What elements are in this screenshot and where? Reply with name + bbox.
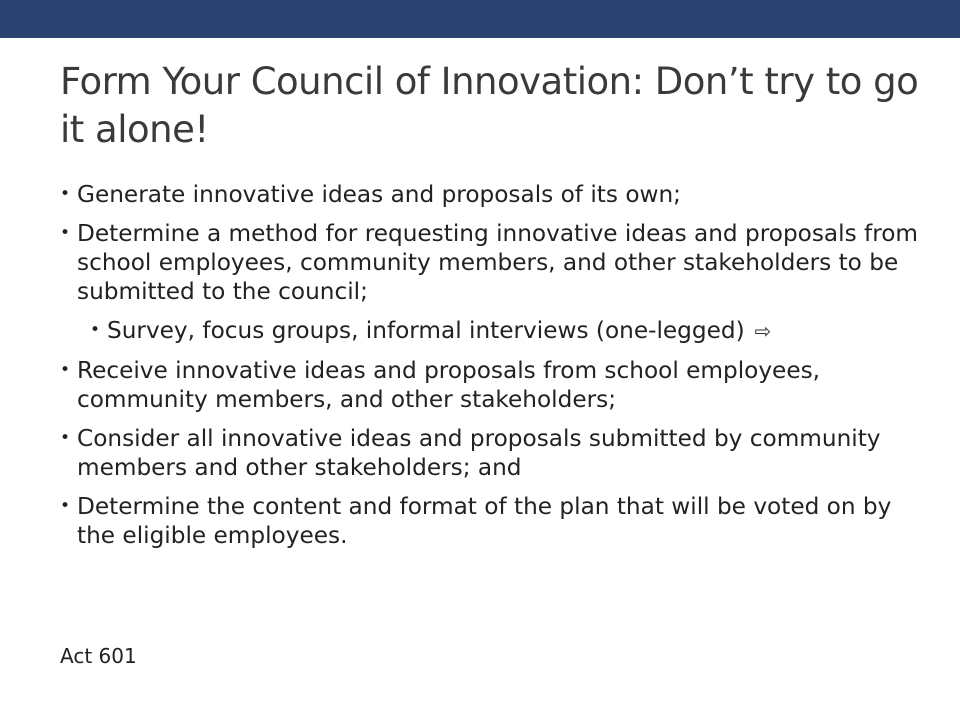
bullet-text: Determine a method for requesting innovative ideas and proposals from school employees, community members, and other stakeholders to be submitted to the council; [77, 220, 918, 305]
bullet-item [60, 180, 935, 209]
bullet-text: Consider all innovative ideas and proposals submitted by community members and other stakeholders; and [77, 425, 881, 481]
bullet-text: Receive innovative ideas and proposals from school employees, community members, and other stakeholders; [77, 357, 821, 413]
bullet-text: Determine the content and format of the plan that will be voted on by the eligible employees. [77, 493, 892, 549]
bullet-item [60, 492, 935, 550]
bullet-item [60, 219, 935, 306]
slide-title: Form Your Council of Innovation: Don’t try to go it alone! [60, 60, 919, 151]
bullet-item [60, 356, 935, 414]
top-accent-bar [0, 0, 960, 38]
sub-bullet-item [90, 316, 935, 346]
bullet-text: Generate innovative ideas and proposals of its own; [77, 181, 681, 208]
sub-bullet-text: Survey, focus groups, informal interviews (one-legged) [107, 317, 745, 344]
right-arrow-outline-icon: ⇨ [754, 319, 772, 343]
bullet-item [60, 424, 935, 482]
footer-note: Act 601 [60, 644, 137, 668]
bullet-list [60, 180, 935, 560]
